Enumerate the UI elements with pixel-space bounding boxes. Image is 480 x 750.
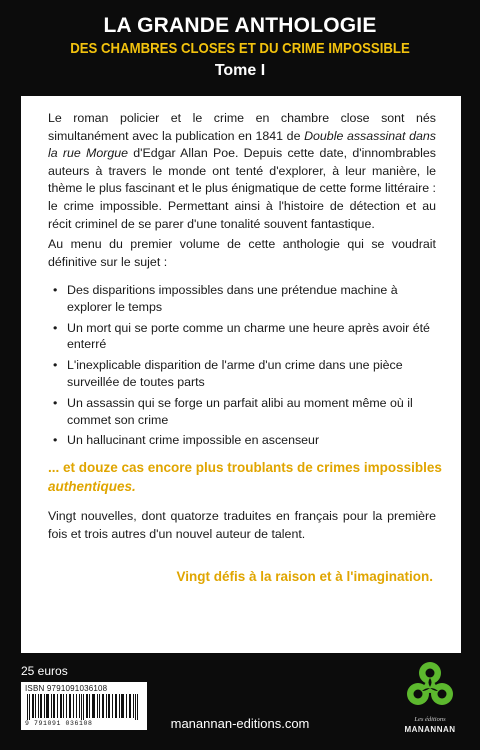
intro-book-title: Double assassinat dans la rue Morgue bbox=[48, 128, 436, 161]
list-item bbox=[53, 282, 433, 316]
highlight-text bbox=[48, 458, 448, 496]
triskele-icon bbox=[400, 658, 460, 716]
summary-paragraph: Vingt nouvelles, dont quatorze traduites en français pour la première fois et trois autres d'un nouvel auteur de talent. bbox=[48, 509, 436, 541]
book-subtitle: DES CHAMBRES CLOSES ET DU CRIME IMPOSSIBLE bbox=[70, 40, 410, 57]
bullet-icon: • bbox=[53, 283, 58, 297]
publisher-logo bbox=[400, 658, 460, 740]
logo-name: MANANNAN bbox=[404, 725, 456, 734]
highlight-line-2: authentiques. bbox=[48, 479, 136, 494]
list-item-text: Des disparitions impossibles dans une prétendue machine à explorer le temps bbox=[67, 283, 398, 314]
list-item bbox=[53, 432, 433, 449]
story-list bbox=[53, 282, 433, 453]
bullet-icon: • bbox=[53, 358, 58, 373]
list-item-text: Un assassin qui se forge un parfait alibi au moment même où il commet son crime bbox=[67, 395, 413, 427]
book-title: LA GRANDE ANTHOLOGIE bbox=[103, 14, 377, 37]
isbn-number: ISBN 9791091036108 bbox=[25, 684, 108, 693]
list-item bbox=[53, 320, 433, 354]
tome-label: Tome I bbox=[214, 62, 266, 79]
intro-paragraph bbox=[48, 110, 436, 233]
intro-text-part2: d'Edgar Allan Poe. Depuis cette date, d'innombrables auteurs à travers le monde ont tenté d'explorer, à leur manière, le thème le plus fascinant et le plus énigmatique de cette forme littéraire : le crime impossible. Permettant ainsi à l'histoire de détection et au récit criminel de se parer d'une tonalité souvent fantastique. bbox=[48, 146, 436, 231]
highlight-line-1: ... et douze cas encore plus troublants de crimes impossibles bbox=[48, 460, 442, 475]
back-cover-text-panel bbox=[21, 96, 461, 653]
bullet-icon: • bbox=[53, 320, 58, 335]
price-label: 25 euros bbox=[21, 664, 68, 678]
bullet-icon: • bbox=[53, 395, 58, 410]
list-item-text: L'inexplicable disparition de l'arme d'un crime dans une pièce surveillée de toutes parts bbox=[67, 358, 403, 389]
logo-caption: Les éditions bbox=[414, 716, 446, 723]
list-item-text: Un mort qui se porte comme un charme une heure après avoir été enterré bbox=[67, 320, 430, 352]
tagline: Vingt défis à la raison et à l'imagination. bbox=[176, 569, 433, 584]
list-item bbox=[53, 395, 433, 429]
list-item bbox=[53, 357, 433, 391]
list-item-text: Un hallucinant crime impossible en ascenseur bbox=[67, 433, 320, 448]
bullet-icon: • bbox=[53, 433, 58, 448]
intro-text-part1: Le roman policier et le crime en chambre close sont nés simultanément avec la publication en 1841 de bbox=[48, 111, 436, 143]
publisher-website[interactable]: manannan-editions.com bbox=[170, 716, 310, 731]
barcode-digits: 9 791091 036108 bbox=[25, 720, 93, 727]
menu-paragraph: Au menu du premier volume de cette anthologie qui se voudrait définitive sur le sujet : bbox=[48, 237, 436, 269]
